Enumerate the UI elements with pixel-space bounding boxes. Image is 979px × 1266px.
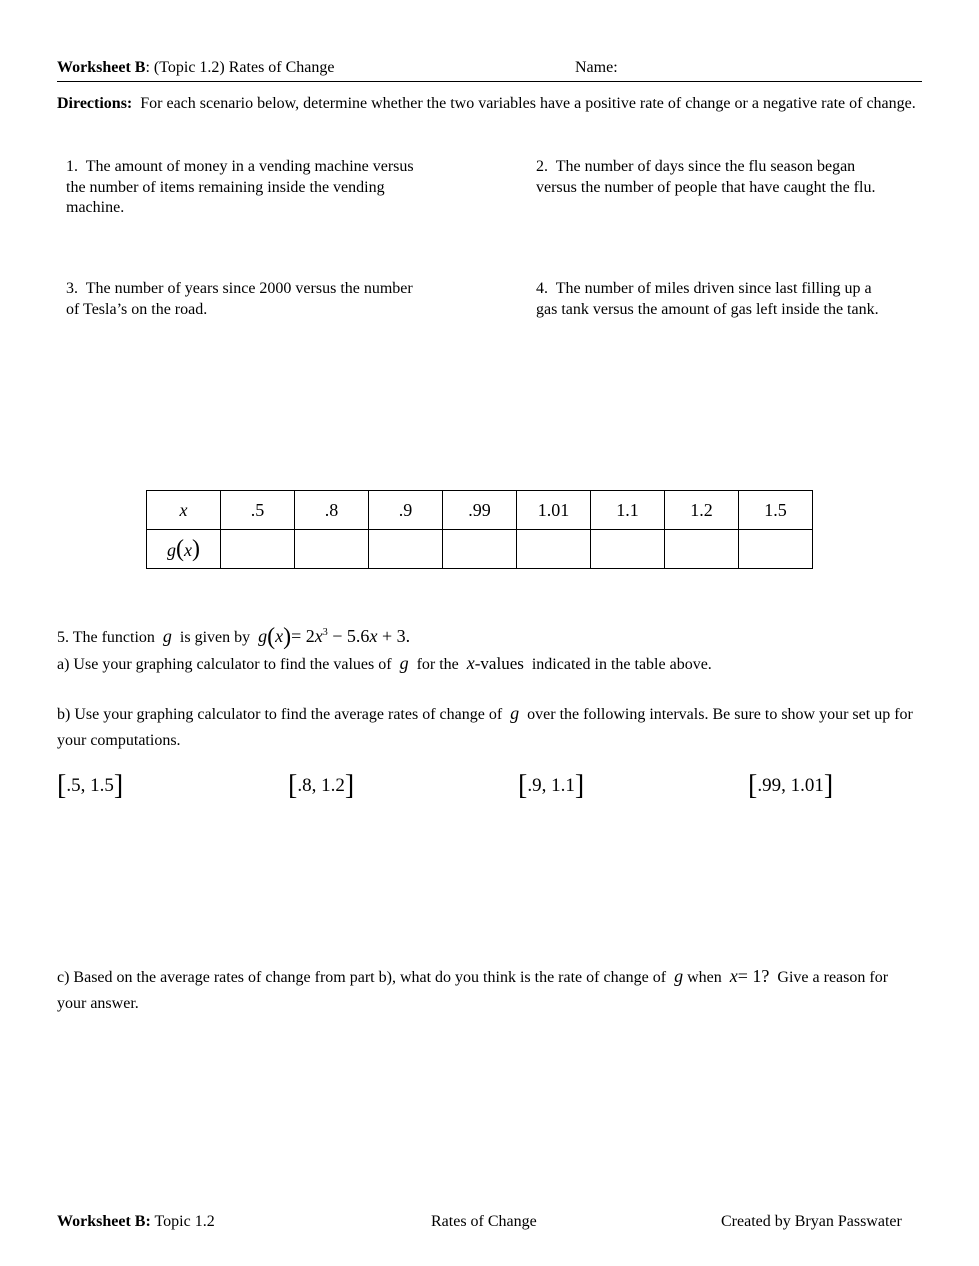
question-5	[57, 620, 917, 650]
directions	[57, 93, 917, 115]
table-cell-x: 1.01	[517, 491, 591, 530]
interval-3: [.9, 1.1]	[518, 770, 585, 801]
table-header-x: x	[147, 491, 221, 530]
interval-4: [.99, 1.01]	[748, 770, 834, 801]
footer-right: Created by Bryan Passwater	[721, 1213, 902, 1230]
table-cell-blank[interactable]	[369, 530, 443, 569]
table-cell-x: 1.2	[665, 491, 739, 530]
values-table	[146, 490, 813, 569]
table-cell-blank[interactable]	[295, 530, 369, 569]
table-cell-blank[interactable]	[443, 530, 517, 569]
table-cell-blank[interactable]	[665, 530, 739, 569]
footer-center: Rates of Change	[431, 1213, 537, 1230]
table-row-gx	[147, 530, 813, 569]
table-cell-x: .9	[369, 491, 443, 530]
table-cell-x: .5	[221, 491, 295, 530]
table-cell-x: .99	[443, 491, 517, 530]
scenario-1: 1. The amount of money in a vending machine versus the number of items remaining inside the vending machine.	[66, 158, 414, 216]
question-5a: a) Use your graphing calculator to find the values of g for the x-values indicated in the table above.	[57, 653, 712, 673]
name-label: Name:	[575, 59, 618, 76]
directions-label: Directions:	[57, 95, 133, 112]
table-cell-x: .8	[295, 491, 369, 530]
table-row-x	[147, 491, 813, 530]
table-cell-blank[interactable]	[517, 530, 591, 569]
question-5c: c) Based on the average rates of change from part b), what do you think is the rate of change of g when x= 1? Give a reason for your answer.	[57, 966, 889, 1012]
question-5b: b) Use your graphing calculator to find the average rates of change of g over the following intervals. Be sure to show your set up for your computations.	[57, 703, 913, 749]
table-header-gx: g(x)	[147, 530, 221, 569]
table-cell-x: 1.1	[591, 491, 665, 530]
worksheet-title: Worksheet B: (Topic 1.2) Rates of Change	[57, 59, 335, 76]
worksheet-header	[57, 59, 922, 82]
interval-1: [.5, 1.5]	[57, 770, 124, 801]
function-definition: $g(x)= 2x^3 - 5.6x + 3$.	[258, 624, 411, 650]
table-cell-x: 1.5	[739, 491, 813, 530]
table-cell-blank[interactable]	[221, 530, 295, 569]
table-cell-blank[interactable]	[739, 530, 813, 569]
scenario-4: 4. The number of miles driven since last filling up a gas tank versus the amount of gas left inside the tank.	[536, 280, 879, 318]
table-cell-blank[interactable]	[591, 530, 665, 569]
question-5-intro: 5. The function g is given by $g(x)= 2x^3 - 5.6x + 3$.	[57, 624, 411, 650]
interval-2: [.8, 1.2]	[288, 770, 355, 801]
scenario-2: 2. The number of days since the flu season began versus the number of people that have caught the flu.	[536, 158, 876, 196]
directions-text: For each scenario below, determine whether the two variables have a positive rate of change or a negative rate of change.	[140, 95, 916, 112]
scenario-3: 3. The number of years since 2000 versus the number of Tesla’s on the road.	[66, 280, 413, 318]
footer-left: Worksheet B: Topic 1.2	[57, 1213, 215, 1230]
